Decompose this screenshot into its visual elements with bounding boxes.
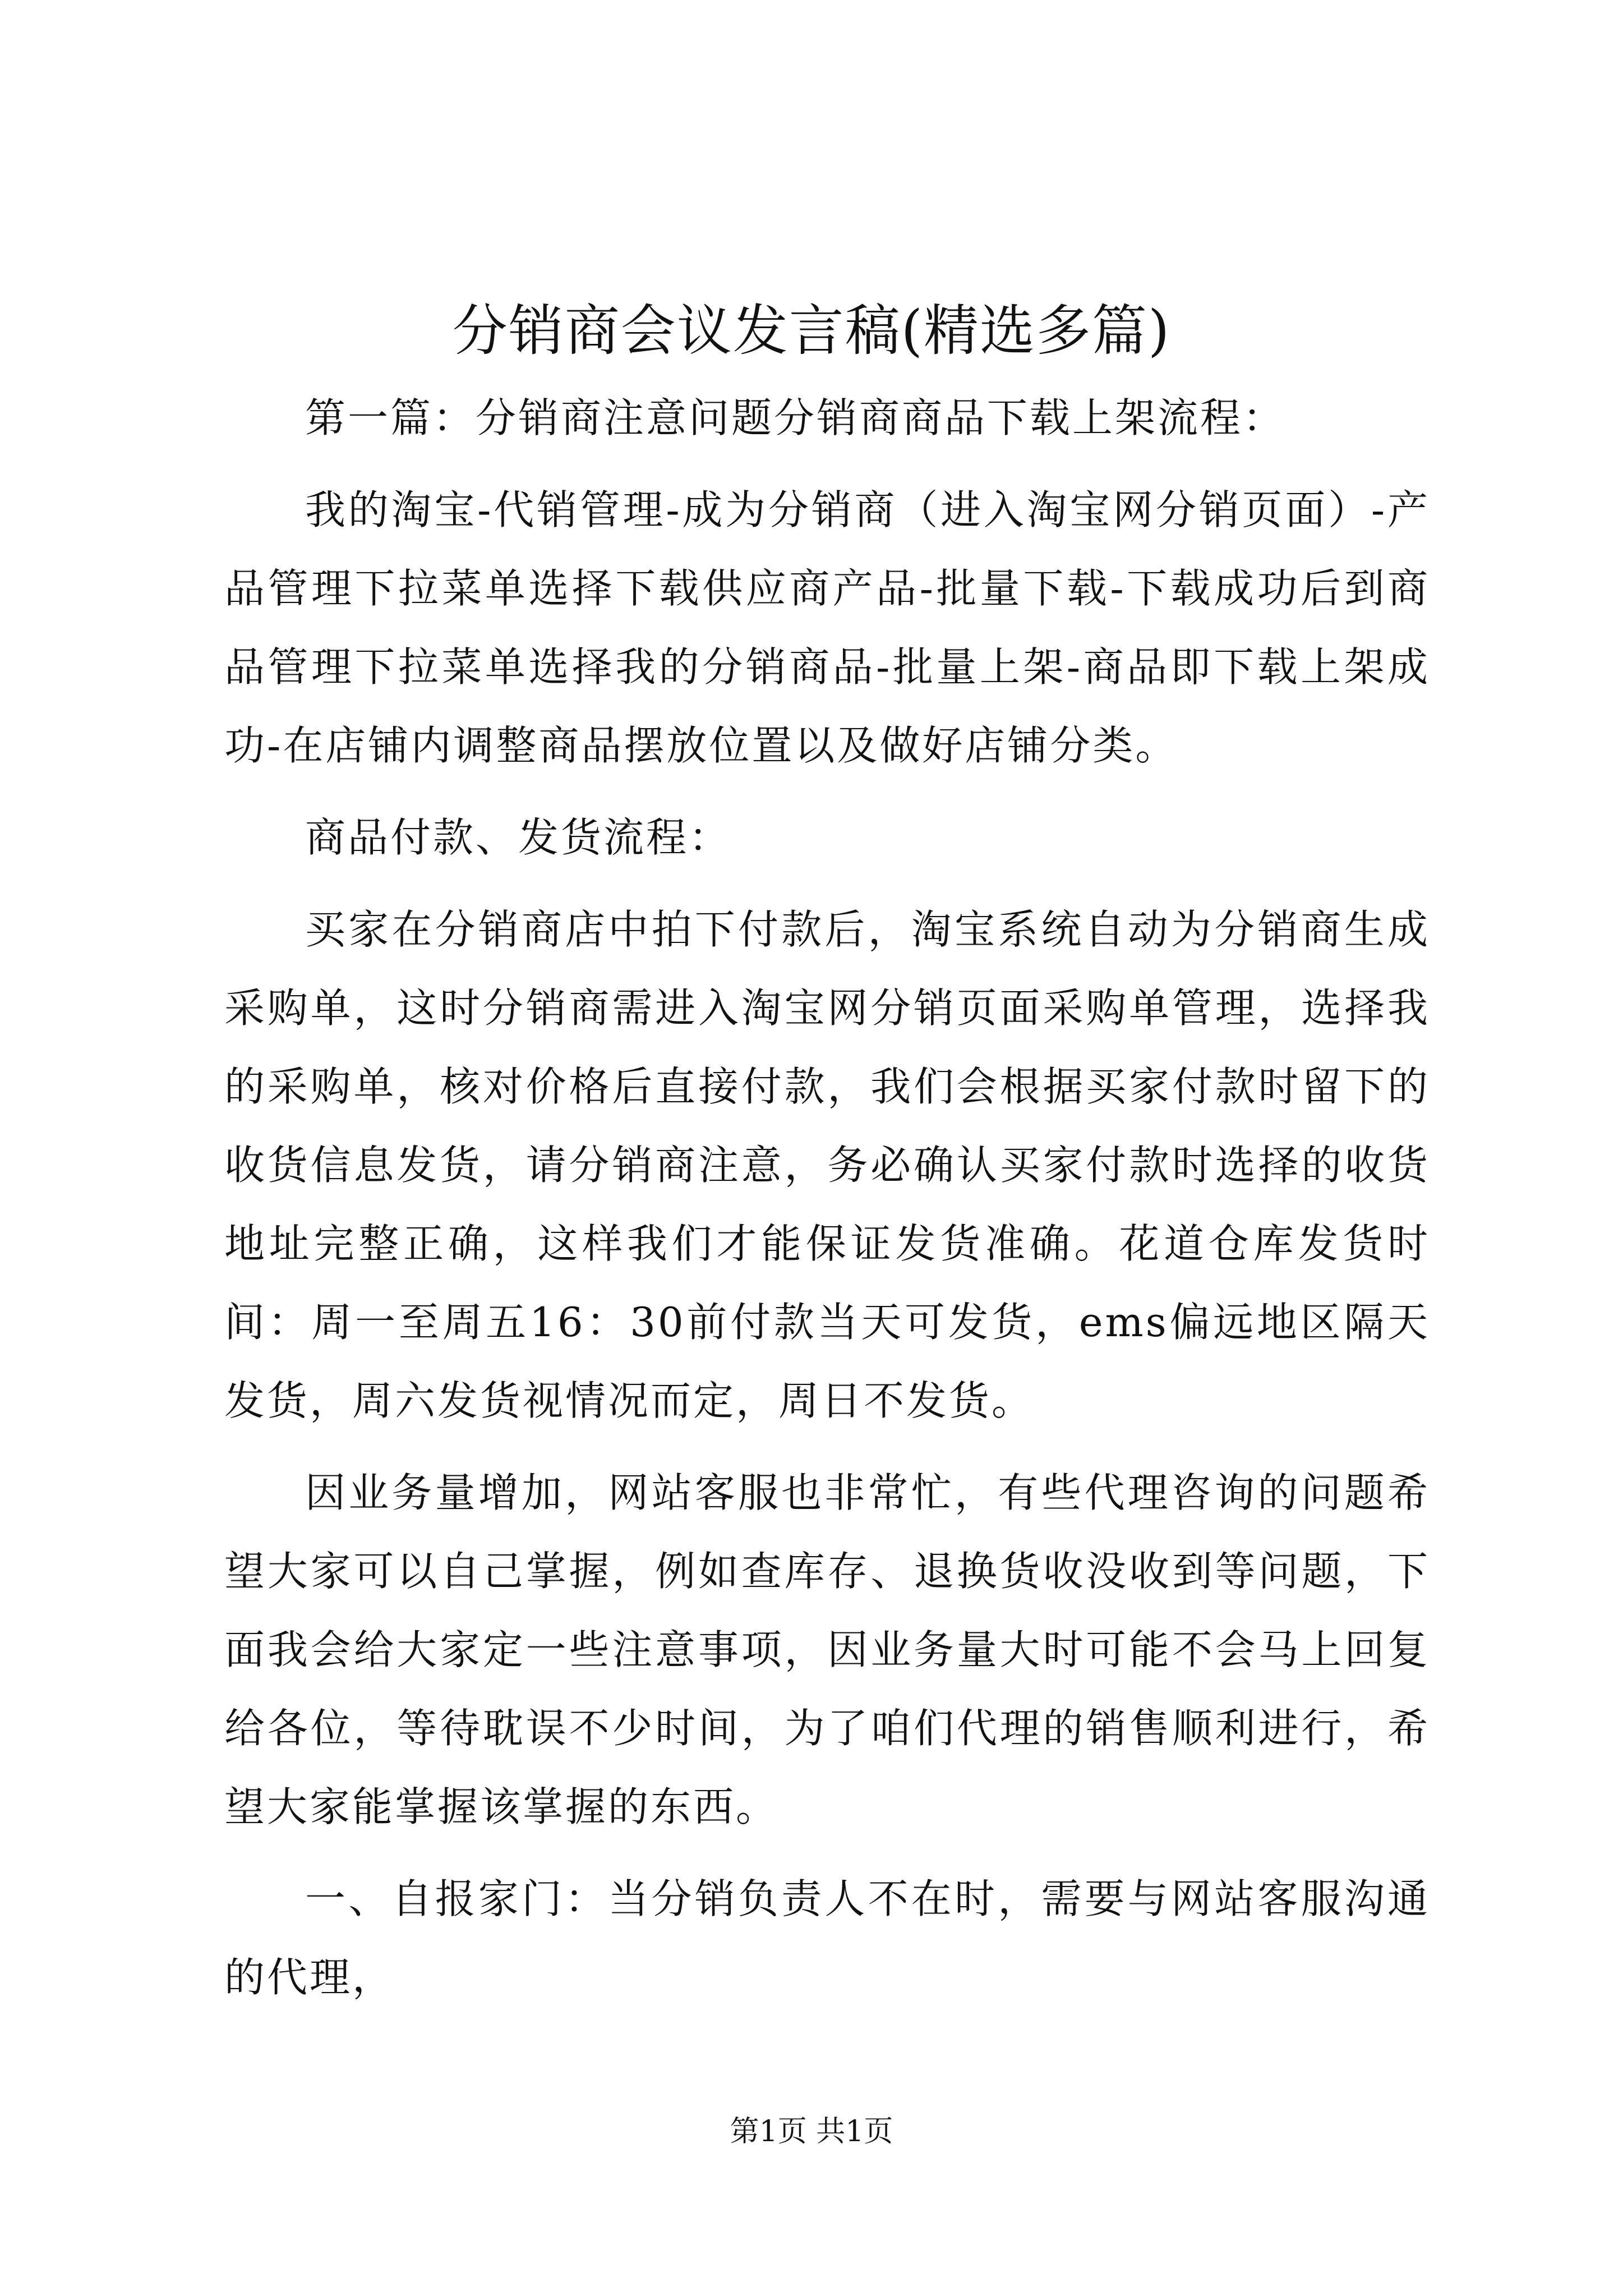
paragraph: 我的淘宝-代销管理-成为分销商（进入淘宝网分销页面）-产品管理下拉菜单选择下载供应商产品-批量下载-下载成功后到商品管理下拉菜单选择我的分销商品-批量上架-商品即下载上架成功-在店铺内调整商品摆放位置以及做好店铺分类。 (224, 486, 1430, 769)
page-footer: 第1页 共1页 (730, 2115, 893, 2148)
paragraph: 因业务量增加，网站客服也非常忙，有些代理咨询的问题希望大家可以自己掌握，例如查库存、退换货收没收到等问题，下面我会给大家定一些注意事项，因业务量大时可能不会马上回复给各位，等待耽误不少时间，为了咱们代理的销售顺利进行，希望大家能掌握该掌握的东西。 (224, 1469, 1430, 1830)
document-body (224, 379, 1430, 2030)
paragraph: 第一篇：分销商注意问题分销商商品下载上架流程： (305, 394, 1286, 441)
document-title: 分销商会议发言稿(精选多篇) (452, 299, 1171, 363)
paragraph: 买家在分销商店中拍下付款后，淘宝系统自动为分销商生成采购单，这时分销商需进入淘宝网分销页面采购单管理，选择我的采购单，核对价格后直接付款，我们会根据买家付款时留下的收货信息发货，请分销商注意，务必确认买家付款时选择的收货地址完整正确，这样我们才能保证发货准确。花道仓库发货时间：周一至周五16：30前付款当天可发货，ems偏远地区隔天发货，周六发货视情况而定，周日不发货。 (224, 906, 1430, 1424)
paragraph: 商品付款、发货流程： (305, 814, 732, 861)
paragraph: 一、自报家门：当分销负责人不在时，需要与网站客服沟通的代理， (224, 1875, 1430, 2001)
